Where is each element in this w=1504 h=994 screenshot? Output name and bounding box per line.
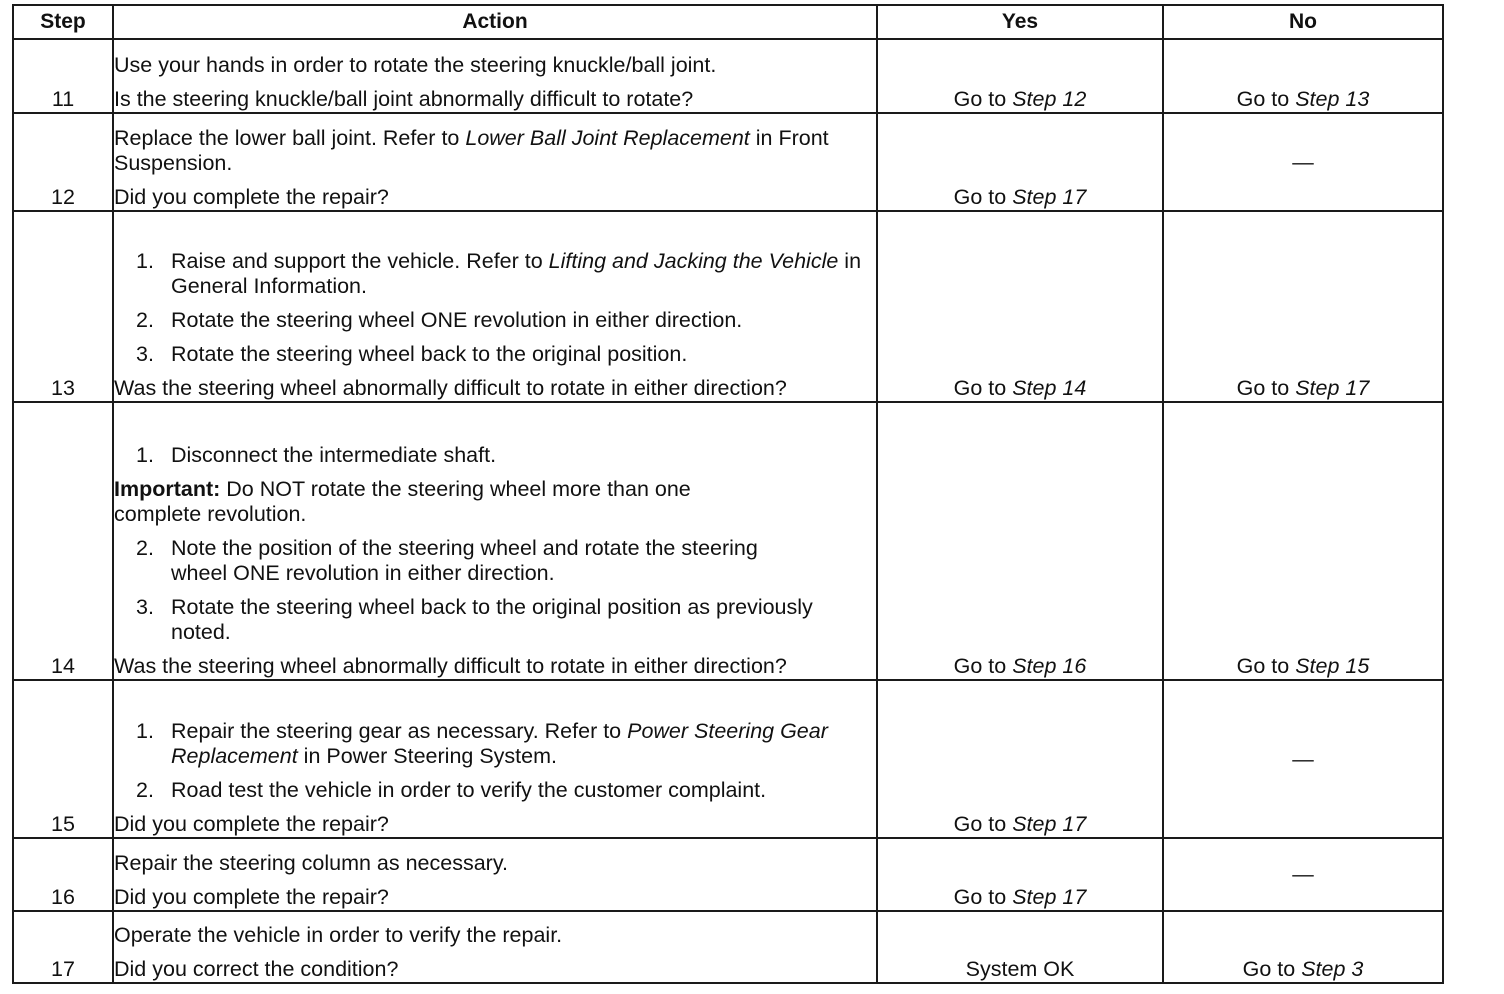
yes-prefix: Go to xyxy=(953,87,1013,111)
yes-prefix: Go to xyxy=(953,185,1013,209)
no-cell xyxy=(1163,39,1443,113)
no-cell xyxy=(1163,911,1443,983)
item-text: in Power Steering System. xyxy=(297,744,557,768)
header-no: No xyxy=(1163,5,1443,39)
header-action: Action xyxy=(113,5,877,39)
item-number: 2. xyxy=(136,778,154,802)
item-number: 2. xyxy=(136,308,154,332)
yes-prefix: Go to xyxy=(953,812,1013,836)
reference-link[interactable]: Lower Ball Joint Replacement xyxy=(465,126,750,150)
table-row xyxy=(13,680,1443,838)
no-prefix: Go to xyxy=(1236,654,1296,678)
numbered-item xyxy=(114,342,876,367)
action-cell xyxy=(113,680,877,838)
header-yes: Yes xyxy=(877,5,1163,39)
item-number: 3. xyxy=(136,342,154,366)
action-cell xyxy=(113,838,877,911)
step-number: 13 xyxy=(13,211,113,402)
item-text: Rotate the steering wheel back to the original position. xyxy=(171,342,688,366)
step-number: 15 xyxy=(13,680,113,838)
numbered-item xyxy=(114,249,876,299)
table-row xyxy=(13,211,1443,402)
item-text: Rotate the steering wheel back to the original position as previously noted. xyxy=(171,595,813,644)
item-text: in General Information. xyxy=(171,249,862,298)
header-step: Step xyxy=(13,5,113,39)
numbered-item xyxy=(114,443,876,468)
table-row xyxy=(13,39,1443,113)
action-cell xyxy=(113,113,877,211)
yes-cell xyxy=(877,211,1163,402)
item-number: 3. xyxy=(136,595,154,619)
action-text: Repair the steering column as necessary. xyxy=(114,851,508,875)
yes-step-link[interactable]: Step 17 xyxy=(1012,812,1087,836)
item-text: Repair the steering gear as necessary. Refer to xyxy=(171,719,628,743)
yes-cell xyxy=(877,680,1163,838)
action-text: Operate the vehicle in order to verify the repair. xyxy=(114,923,563,947)
step-number: 11 xyxy=(13,39,113,113)
item-text: Note the position of the steering wheel and rotate the steering wheel ONE revolution in either direction. xyxy=(171,536,758,585)
header-row xyxy=(13,5,1443,39)
important-note xyxy=(114,477,876,527)
yes-cell xyxy=(877,402,1163,680)
yes-step-link[interactable]: Step 16 xyxy=(1012,654,1087,678)
yes-cell xyxy=(877,113,1163,211)
reference-link[interactable]: Lifting and Jacking the Vehicle xyxy=(548,249,839,273)
important-text: Do NOT rotate the steering wheel more than one complete revolution. xyxy=(114,477,691,526)
item-text: Road test the vehicle in order to verify the customer complaint. xyxy=(171,778,767,802)
yes-prefix: Go to xyxy=(953,885,1013,909)
no-step-link[interactable]: Step 17 xyxy=(1295,376,1370,400)
action-question: Did you correct the condition? xyxy=(114,957,399,981)
yes-prefix: Go to xyxy=(953,654,1013,678)
yes-step-link[interactable]: Step 14 xyxy=(1012,376,1087,400)
yes-cell xyxy=(877,39,1163,113)
diagnostic-table xyxy=(12,4,1444,984)
item-text: Rotate the steering wheel ONE revolution in either direction. xyxy=(171,308,743,332)
action-text xyxy=(114,126,876,176)
table-row xyxy=(13,911,1443,983)
item-number: 2. xyxy=(136,536,154,560)
action-text-part: Replace the lower ball joint. Refer to xyxy=(114,126,466,150)
table-row xyxy=(13,838,1443,911)
action-cell xyxy=(113,39,877,113)
numbered-item xyxy=(114,536,876,586)
no-prefix: Go to xyxy=(1242,957,1302,981)
numbered-item xyxy=(114,595,876,645)
action-question: Did you complete the repair? xyxy=(114,885,389,909)
no-cell: — xyxy=(1163,113,1443,211)
important-label: Important: xyxy=(114,477,221,501)
action-cell xyxy=(113,402,877,680)
action-text: Use your hands in order to rotate the steering knuckle/ball joint. xyxy=(114,53,717,77)
yes-step-link[interactable]: Step 17 xyxy=(1012,885,1087,909)
step-number: 12 xyxy=(13,113,113,211)
step-number: 17 xyxy=(13,911,113,983)
action-question: Did you complete the repair? xyxy=(114,812,389,836)
numbered-item xyxy=(114,308,876,333)
no-cell xyxy=(1163,402,1443,680)
yes-cell xyxy=(877,838,1163,911)
numbered-item xyxy=(114,778,876,803)
numbered-item xyxy=(114,719,876,769)
item-text: Disconnect the intermediate shaft. xyxy=(171,443,497,467)
no-cell xyxy=(1163,211,1443,402)
reference-link[interactable]: Power Steering Gear Replacement xyxy=(171,719,828,768)
step-number: 16 xyxy=(13,838,113,911)
step-number: 14 xyxy=(13,402,113,680)
yes-prefix: Go to xyxy=(953,376,1013,400)
table-row xyxy=(13,402,1443,680)
action-question: Was the steering wheel abnormally difficult to rotate in either direction? xyxy=(114,376,787,400)
yes-cell: System OK xyxy=(877,911,1163,983)
no-step-link[interactable]: Step 3 xyxy=(1301,957,1364,981)
action-text-part: in Front Suspension. xyxy=(114,126,829,175)
table-row xyxy=(13,113,1443,211)
no-cell: — xyxy=(1163,838,1443,911)
no-cell: — xyxy=(1163,680,1443,838)
action-question: Is the steering knuckle/ball joint abnormally difficult to rotate? xyxy=(114,87,694,111)
item-number: 1. xyxy=(136,249,154,273)
yes-step-link[interactable]: Step 12 xyxy=(1012,87,1087,111)
action-cell xyxy=(113,911,877,983)
action-question: Did you complete the repair? xyxy=(114,185,389,209)
item-number: 1. xyxy=(136,719,154,743)
action-cell xyxy=(113,211,877,402)
no-prefix: Go to xyxy=(1236,376,1296,400)
action-question: Was the steering wheel abnormally difficult to rotate in either direction? xyxy=(114,654,787,678)
yes-step-link[interactable]: Step 17 xyxy=(1012,185,1087,209)
item-text: Raise and support the vehicle. Refer to xyxy=(171,249,549,273)
no-step-link[interactable]: Step 15 xyxy=(1295,654,1370,678)
no-prefix: Go to xyxy=(1236,87,1296,111)
item-number: 1. xyxy=(136,443,154,467)
no-step-link[interactable]: Step 13 xyxy=(1295,87,1370,111)
